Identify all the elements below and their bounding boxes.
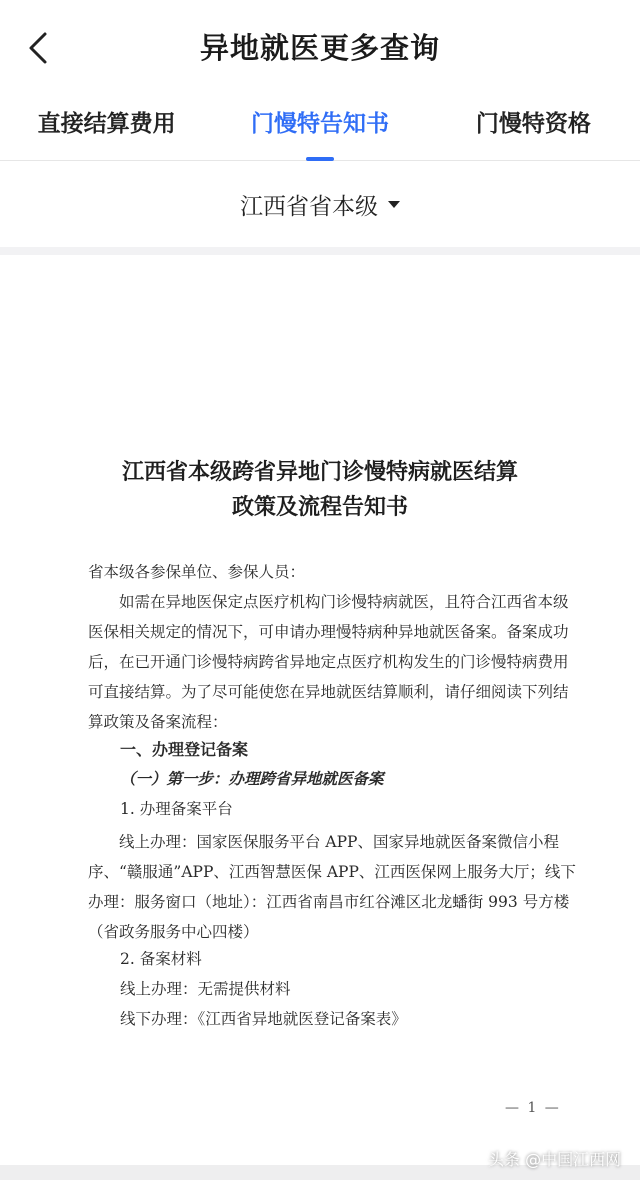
tab-chronic-notice[interactable]: 门慢特告知书 [213, 94, 426, 160]
caret-down-icon [388, 201, 400, 208]
document-intro: 如需在异地医保定点医疗机构门诊慢特病就医，且符合江西省本级医保相关规定的情况下，可申请办理慢特病种异地就医备案。备案成功后，在已开通门诊慢特病跨省异地定点医疗机构发生的门诊慢特病费用可直接结算。为了尽可能使您在异地就医结算顺利，请仔细阅读下列结算政策及备案流程： [88, 593, 569, 731]
region-selector[interactable] [0, 161, 640, 247]
section-heading: 一、办理登记备案 [120, 740, 249, 759]
item-materials-heading: 2. 备案材料 [120, 950, 202, 968]
page-number: — 1 — [505, 1100, 561, 1116]
online-platforms-text: 线上办理：国家医保服务平台 APP、国家异地就医备案微信小程序、“赣服通”APP、江西智慧医保 APP、江西医保网上服务大厅；线下办理：服务窗口（地址）：江西省南昌市红谷滩区北龙蟠街 993 号方楼（省政务服务中心四楼） [88, 833, 576, 941]
watermark: 头条 @中国江西网 [488, 1150, 622, 1169]
step-heading: （一）第一步：办理跨省异地就医备案 [120, 769, 384, 788]
document-title: 江西省本级跨省异地门诊慢特病就医结算 政策及流程告知书 [121, 460, 518, 520]
tab-bar [0, 94, 640, 161]
offline-materials-text: 线下办理：《江西省异地就医登记备案表》 [120, 1010, 407, 1028]
top-bar [0, 0, 640, 94]
notice-document [0, 255, 640, 1165]
document-salutation: 省本级各参保单位、参保人员： [88, 563, 306, 581]
page-title: 异地就医更多查询 [199, 31, 440, 65]
online-materials-text: 线上办理：无需提供材料 [120, 980, 291, 998]
region-label: 江西省省本级 [240, 193, 378, 220]
tab-chronic-eligibility[interactable]: 门慢特资格 [475, 111, 591, 137]
tab-direct-settlement[interactable]: 直接结算费用 [37, 111, 176, 137]
section-divider [0, 247, 640, 255]
item-platform-heading: 1. 办理备案平台 [120, 800, 233, 818]
